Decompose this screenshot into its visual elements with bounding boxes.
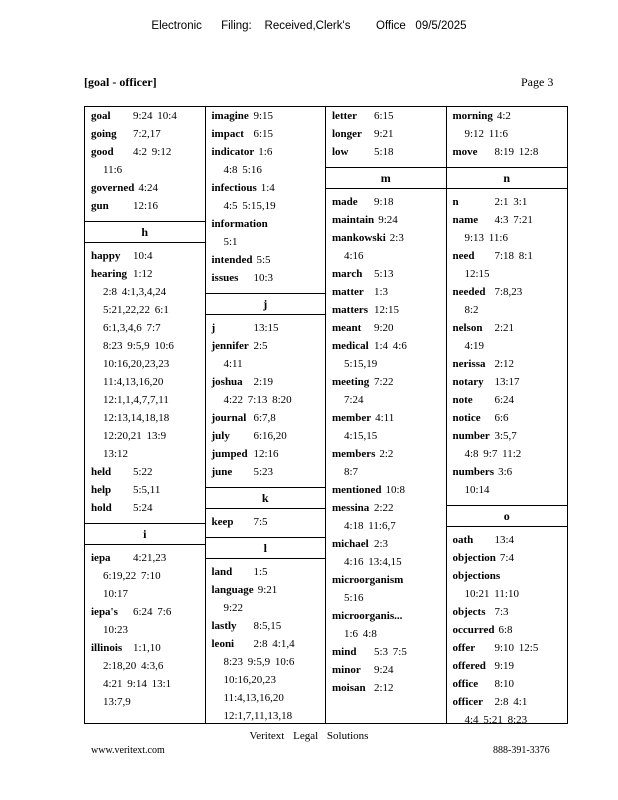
index-term: moisan <box>332 682 366 694</box>
page-line-refs: 10:3 <box>253 272 274 284</box>
page-line-refs: 4:19 <box>464 340 485 352</box>
index-term: keep <box>211 516 234 528</box>
page-line-refs: 10:4 <box>133 250 153 262</box>
index-term: notary <box>452 376 484 388</box>
index-entry <box>326 107 446 125</box>
page-line-refs: 10:14 <box>464 484 490 496</box>
index-entry <box>326 229 446 265</box>
page-line-refs: 5:15,19 <box>344 358 378 370</box>
page-line-refs: 11:6 <box>103 164 123 176</box>
index-entry <box>206 463 326 481</box>
index-entry <box>447 143 568 161</box>
index-term: objections <box>452 570 501 582</box>
page-line-refs: 12:13,14,18,18 <box>103 412 170 424</box>
index-term: nerissa <box>452 358 486 370</box>
page-line-refs: 6:15 <box>253 128 274 140</box>
index-term: microorganis... <box>332 610 403 622</box>
index-entry <box>447 531 568 549</box>
index-entry <box>447 319 568 355</box>
page-line-refs: 2:5 <box>253 340 268 352</box>
page-line-refs: 1:12 <box>133 268 153 280</box>
index-entry <box>326 301 446 319</box>
page-line-refs: 1:4 <box>260 182 275 194</box>
page-line-refs: 12:16 <box>253 448 279 460</box>
page-line-refs: 4:11 <box>223 358 243 370</box>
index-term: messina <box>332 502 370 514</box>
page-line-refs: 10:21 11:10 <box>464 588 519 600</box>
section-letter-heading: h <box>85 221 205 243</box>
page-line-refs: 7:5 <box>253 516 268 528</box>
page-line-refs: 9:24 <box>378 214 398 226</box>
page-line-refs: 6:24 7:6 <box>133 606 172 618</box>
index-term: goal <box>91 110 111 122</box>
index-entry <box>206 143 326 179</box>
page-line-refs: 3:5,7 <box>494 430 517 442</box>
page-line-refs: 9:24 10:4 <box>133 110 177 122</box>
index-entry <box>447 549 568 567</box>
index-entry <box>447 355 568 373</box>
index-term: jumped <box>211 448 248 460</box>
page-line-refs: 4:16 <box>344 250 364 262</box>
index-term: information <box>211 218 268 230</box>
index-term: need <box>452 250 475 262</box>
page-line-refs: 7:24 <box>344 394 364 406</box>
index-entry <box>447 107 568 143</box>
index-term: land <box>211 566 233 578</box>
page-line-refs: 6:1,3,4,6 7:7 <box>103 322 161 334</box>
index-entry <box>85 549 205 603</box>
page-line-refs: 2:2 <box>379 448 394 460</box>
page-line-refs: 13:4 <box>494 534 515 546</box>
page-line-refs: 2:22 <box>374 502 394 514</box>
footer-phone: 888-391-3376 <box>493 745 550 756</box>
index-entry <box>326 283 446 301</box>
index-term: letter <box>332 110 358 122</box>
index-entry <box>326 535 446 571</box>
index-term: mentioned <box>332 484 382 496</box>
index-term: microorganism <box>332 574 404 586</box>
page-line-refs: 5:5 <box>256 254 271 266</box>
page-line-refs: 6:19,22 7:10 <box>103 570 161 582</box>
page-line-refs: 1:1,10 <box>133 642 161 654</box>
section-letter-heading: n <box>447 167 568 189</box>
index-entry <box>326 337 446 373</box>
index-entry <box>206 107 326 125</box>
index-column-1 <box>85 107 206 723</box>
index-term: iepa's <box>91 606 118 618</box>
index-term: j <box>211 322 216 334</box>
index-entry <box>206 427 326 445</box>
page-line-refs: 13:15 <box>253 322 279 334</box>
index-term: move <box>452 146 478 158</box>
index-entry <box>326 571 446 607</box>
index-term: happy <box>91 250 121 262</box>
index-entry <box>447 639 568 657</box>
page-line-refs: 2:3 <box>389 232 404 244</box>
index-entry <box>85 481 205 499</box>
index-entry <box>447 391 568 409</box>
index-term: held <box>91 466 112 478</box>
index-term: hearing <box>91 268 128 280</box>
index-term: officer <box>452 696 484 708</box>
index-entry <box>326 211 446 229</box>
index-entry <box>326 679 446 697</box>
page-line-refs: 8:23 9:5,9 10:6 <box>103 340 174 352</box>
page-line-refs: 8:7 <box>344 466 359 478</box>
page-line-refs: 7:8,23 <box>494 286 523 298</box>
index-entry <box>447 675 568 693</box>
index-entry <box>85 499 205 517</box>
index-term: gun <box>91 200 109 212</box>
page-line-refs: 1:4 4:6 <box>374 340 407 352</box>
index-term: minor <box>332 664 361 676</box>
index-term: made <box>332 196 358 208</box>
page-line-refs: 4:24 <box>138 182 158 194</box>
page-line-refs: 13:7,9 <box>103 696 131 708</box>
index-entry <box>206 563 326 581</box>
page-line-refs: 5:24 <box>133 502 153 514</box>
page-line-refs: 4:22 7:13 8:20 <box>223 394 292 406</box>
page-line-refs: 12:15 <box>374 304 400 316</box>
index-entry <box>85 639 205 711</box>
page-line-refs: 8:23 9:5,9 10:6 <box>223 656 295 668</box>
page-line-refs: 2:19 <box>253 376 274 388</box>
index-entry <box>447 693 568 723</box>
page-line-refs: 2:3 <box>374 538 389 550</box>
index-entry <box>447 373 568 391</box>
index-term: occurred <box>452 624 495 636</box>
index-term: june <box>211 466 233 478</box>
index-term: meeting <box>332 376 370 388</box>
page-line-refs: 4:21 9:14 13:1 <box>103 678 172 690</box>
page-line-refs: 12:20,21 13:9 <box>103 430 167 442</box>
index-entry <box>326 143 446 161</box>
index-entry <box>206 179 326 215</box>
page-line-refs: 10:8 <box>385 484 406 496</box>
index-term: needed <box>452 286 486 298</box>
page-line-refs: 9:20 <box>374 322 394 334</box>
page-line-refs: 13:12 <box>103 448 129 460</box>
index-entry <box>447 567 568 603</box>
index-column-2 <box>206 107 327 723</box>
page-line-refs: 9:21 <box>257 584 278 596</box>
section-letter-heading: j <box>206 293 326 315</box>
page-line-refs: 3:6 <box>498 466 513 478</box>
page-line-refs: 4:5 5:15,19 <box>223 200 276 212</box>
page-line-refs: 9:24 <box>374 664 394 676</box>
page-line-refs: 7:22 <box>374 376 394 388</box>
page-line-refs: 5:23 <box>253 466 274 478</box>
page-line-refs: 4:3 7:21 <box>494 214 533 226</box>
index-entry <box>206 513 326 531</box>
index-entry <box>85 125 205 143</box>
index-entry <box>85 247 205 265</box>
index-entry <box>85 179 205 197</box>
page-line-refs: 1:5 <box>253 566 268 578</box>
page-line-refs: 4:21,23 <box>133 552 167 564</box>
page-line-refs: 4:11 <box>375 412 395 424</box>
page-line-refs: 1:6 <box>258 146 273 158</box>
index-entry <box>85 197 205 215</box>
page-line-refs: 8:5,15 <box>253 620 282 632</box>
page-line-refs: 7:18 8:1 <box>494 250 533 262</box>
page-line-refs: 4:2 9:12 <box>133 146 172 158</box>
page-number: Page 3 <box>521 75 554 89</box>
page-line-refs: 9:12 11:6 <box>464 128 508 140</box>
section-letter-heading: m <box>326 167 446 189</box>
index-entry <box>326 373 446 409</box>
page-line-refs: 9:13 11:6 <box>464 232 508 244</box>
index-term: lastly <box>211 620 237 632</box>
index-term: nelson <box>452 322 483 334</box>
index-entry <box>206 409 326 427</box>
index-term: iepa <box>91 552 111 564</box>
page-line-refs: 4:15,15 <box>344 430 378 442</box>
index-entry <box>447 283 568 319</box>
index-term: name <box>452 214 479 226</box>
page-line-refs: 6:24 <box>494 394 515 406</box>
page-line-refs: 2:18,20 4:3,6 <box>103 660 164 672</box>
index-term: imagine <box>211 110 249 122</box>
page-line-refs: 2:8 4:1 <box>494 696 528 708</box>
section-letter-heading: i <box>85 523 205 545</box>
index-entry <box>447 247 568 283</box>
section-letter-heading: l <box>206 537 326 559</box>
index-entry <box>206 617 326 635</box>
index-entry <box>326 445 446 481</box>
page-line-refs: 1:6 4:8 <box>344 628 377 640</box>
index-entry <box>206 251 326 269</box>
page-line-refs: 7:2,17 <box>133 128 161 140</box>
page-line-refs: 6:7,8 <box>253 412 276 424</box>
index-entry <box>85 143 205 179</box>
page-line-refs: 5:22 <box>133 466 153 478</box>
index-entry <box>206 581 326 617</box>
page-line-refs: 11:4,13,16,20 <box>223 692 284 704</box>
index-term: impact <box>211 128 244 140</box>
page-line-refs: 5:16 <box>344 592 364 604</box>
index-entry <box>206 269 326 287</box>
index-entry <box>326 193 446 211</box>
page-line-refs: 5:18 <box>374 146 394 158</box>
page-line-refs: 10:16,20,23,23 <box>103 358 170 370</box>
page-line-refs: 5:5,11 <box>133 484 161 496</box>
page-line-refs: 10:23 <box>103 624 129 636</box>
index-term: members <box>332 448 376 460</box>
index-term: matters <box>332 304 369 316</box>
page-line-refs: 6:8 <box>498 624 513 636</box>
index-entry <box>326 319 446 337</box>
index-entry <box>447 211 568 247</box>
index-entry <box>326 481 446 499</box>
index-entry <box>206 373 326 409</box>
index-term: governed <box>91 182 135 194</box>
page-line-refs: 2:12 <box>374 682 394 694</box>
index-term: indicator <box>211 146 255 158</box>
index-term: offered <box>452 660 486 672</box>
index-term: mind <box>332 646 357 658</box>
index-term: joshua <box>211 376 243 388</box>
page-line-refs: 2:1 3:1 <box>494 196 528 208</box>
page-line-refs: 13:17 <box>494 376 520 388</box>
word-index-grid <box>84 106 568 724</box>
index-term: objects <box>452 606 486 618</box>
index-term: offer <box>452 642 476 654</box>
index-term: objection <box>452 552 496 564</box>
index-term: notice <box>452 412 481 424</box>
index-term: march <box>332 268 363 280</box>
page-line-refs: 9:22 <box>223 602 244 614</box>
page-line-refs: 2:21 <box>494 322 515 334</box>
page-line-refs: 4:8 5:16 <box>223 164 262 176</box>
index-entry <box>447 463 568 499</box>
index-entry <box>206 125 326 143</box>
page-line-refs: 9:10 12:5 <box>494 642 539 654</box>
index-entry <box>85 603 205 639</box>
page-line-refs: 4:8 9:7 11:2 <box>464 448 522 460</box>
index-term: office <box>452 678 479 690</box>
page-line-refs: 7:4 <box>499 552 514 564</box>
index-term: morning <box>452 110 493 122</box>
index-entry <box>206 337 326 373</box>
index-term: meant <box>332 322 362 334</box>
page-line-refs: 8:19 12:8 <box>494 146 539 158</box>
page-line-refs: 4:18 11:6,7 <box>344 520 396 532</box>
index-term: hold <box>91 502 112 514</box>
page-line-refs: 6:6 <box>494 412 509 424</box>
page-line-refs: 2:8 4:1,4 <box>253 638 295 650</box>
index-term: journal <box>211 412 247 424</box>
index-entry <box>85 463 205 481</box>
page-line-refs: 4:16 13:4,15 <box>344 556 402 568</box>
page-line-refs: 10:17 <box>103 588 129 600</box>
index-entry <box>206 319 326 337</box>
page-line-refs: 11:4,13,16,20 <box>103 376 164 388</box>
page-line-refs: 8:2 <box>464 304 479 316</box>
index-entry <box>326 643 446 661</box>
filing-stamp: Electronic Filing: Received,Clerk's Office 09/5/2025 <box>151 20 467 32</box>
section-letter-heading: k <box>206 487 326 509</box>
index-term: going <box>91 128 117 140</box>
index-term: michael <box>332 538 369 550</box>
index-entry <box>85 107 205 125</box>
index-term: good <box>91 146 114 158</box>
footer-website: www.veritext.com <box>91 745 165 756</box>
index-entry <box>206 215 326 251</box>
page-line-refs: 10:16,20,23 <box>223 674 277 686</box>
index-column-4 <box>447 107 568 723</box>
index-term: intended <box>211 254 253 266</box>
index-term: numbers <box>452 466 495 478</box>
page-line-refs: 9:19 <box>494 660 515 672</box>
index-term: medical <box>332 340 369 352</box>
page-line-refs: 2:12 <box>494 358 515 370</box>
index-term: language <box>211 584 254 596</box>
index-term: maintain <box>332 214 375 226</box>
page-line-refs: 9:18 <box>374 196 394 208</box>
page-line-refs: 12:15 <box>464 268 490 280</box>
page-line-refs: 1:3 <box>374 286 389 298</box>
page-line-refs: 7:3 <box>494 606 509 618</box>
index-term: low <box>332 146 349 158</box>
index-term: help <box>91 484 112 496</box>
page-line-refs: 4:4 5:21 8:23 <box>464 714 528 723</box>
index-entry <box>447 193 568 211</box>
page-line-refs: 12:16 <box>133 200 159 212</box>
index-term: note <box>452 394 473 406</box>
index-entry <box>447 603 568 621</box>
index-entry <box>447 657 568 675</box>
index-term: n <box>452 196 459 208</box>
index-term: jennifer <box>211 340 249 352</box>
index-term: infectious <box>211 182 257 194</box>
index-entry <box>447 427 568 463</box>
page-line-refs: 6:16,20 <box>253 430 287 442</box>
index-term: member <box>332 412 372 424</box>
page-line-refs: 12:1,1,4,7,7,11 <box>103 394 169 406</box>
index-term: longer <box>332 128 362 140</box>
page-line-refs: 8:10 <box>494 678 515 690</box>
index-entry <box>326 265 446 283</box>
section-letter-heading: o <box>447 505 568 527</box>
index-term: leoni <box>211 638 235 650</box>
index-entry <box>206 445 326 463</box>
index-entry <box>326 409 446 445</box>
index-entry <box>447 409 568 427</box>
index-entry <box>326 607 446 643</box>
page-line-refs: 4:2 <box>496 110 511 122</box>
index-entry <box>326 661 446 679</box>
index-range: [goal - officer] <box>84 75 157 89</box>
index-entry <box>206 635 326 723</box>
index-entry <box>326 125 446 143</box>
index-entry <box>85 265 205 463</box>
page-line-refs: 5:1 <box>223 236 238 248</box>
index-term: oath <box>452 534 474 546</box>
page-line-refs: 6:15 <box>374 110 394 122</box>
page-line-refs: 12:1,7,11,13,18 <box>223 710 293 722</box>
page-line-refs: 5:3 7:5 <box>374 646 407 658</box>
index-entry <box>326 499 446 535</box>
index-term: illinois <box>91 642 123 654</box>
footer-company: Veritext Legal Solutions <box>249 730 369 742</box>
page-line-refs: 5:13 <box>374 268 394 280</box>
page-line-refs: 9:21 <box>374 128 394 140</box>
index-entry <box>447 621 568 639</box>
index-term: number <box>452 430 490 442</box>
index-term: july <box>211 430 230 442</box>
index-term: mankowski <box>332 232 386 244</box>
page-line-refs: 2:8 4:1,3,4,24 <box>103 286 167 298</box>
page-line-refs: 9:15 <box>253 110 274 122</box>
page-line-refs: 5:21,22,22 6:1 <box>103 304 169 316</box>
index-term: issues <box>211 272 239 284</box>
index-term: matter <box>332 286 364 298</box>
index-column-3 <box>326 107 447 723</box>
